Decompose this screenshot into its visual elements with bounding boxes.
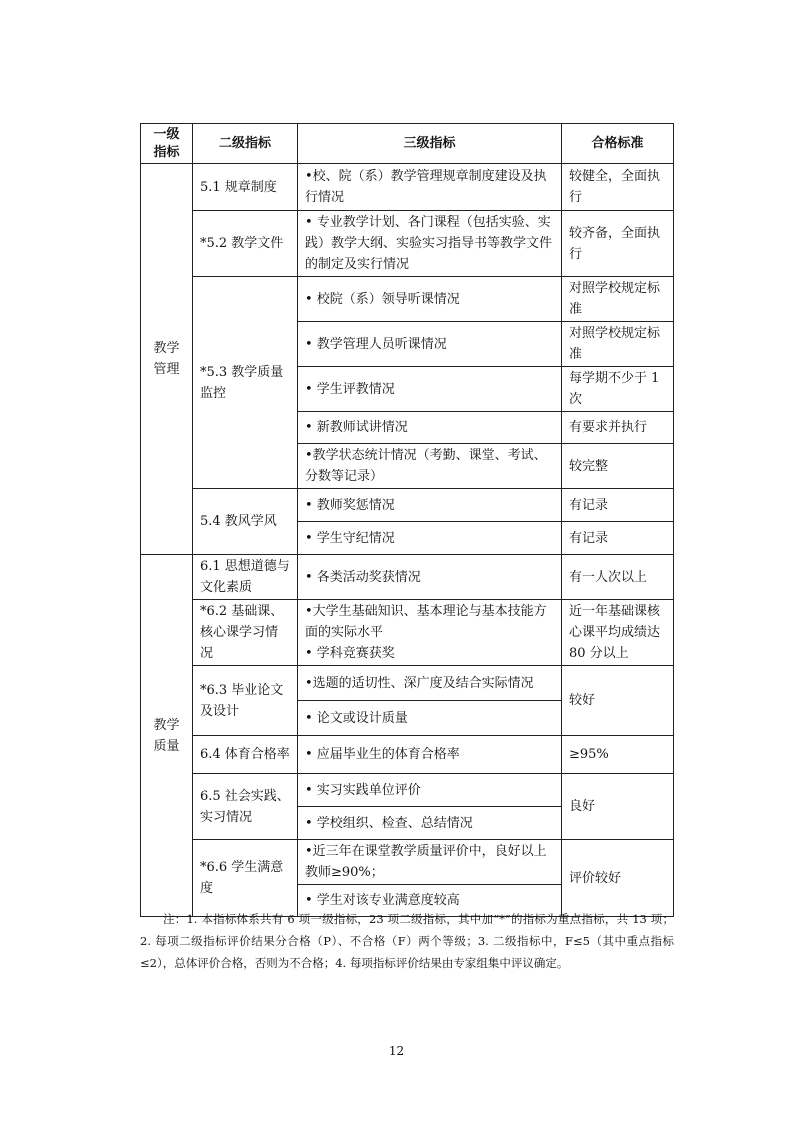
level1-teaching-management: 教学管理 bbox=[141, 164, 193, 555]
table-row bbox=[141, 600, 674, 666]
standard-cell: 有要求并执行 bbox=[562, 412, 674, 444]
standard-cell: 对照学校规定标准 bbox=[562, 322, 674, 367]
level2-cell: *6.2 基础课、核心课学习情况 bbox=[193, 600, 298, 666]
level2-cell: *6.3 毕业论文及设计 bbox=[193, 666, 298, 736]
level3-cell: • 教师奖惩情况 bbox=[298, 489, 562, 522]
level3-cell: •校、院（系）教学管理规章制度建设及执行情况 bbox=[298, 164, 562, 211]
header-row bbox=[141, 124, 674, 164]
level3-cell: • 应届毕业生的体育合格率 bbox=[298, 736, 562, 774]
level2-cell: 6.1 思想道德与文化素质 bbox=[193, 555, 298, 600]
level3-cell bbox=[298, 600, 562, 666]
level3-cell: • 学校组织、检查、总结情况 bbox=[298, 807, 562, 840]
level2-cell: 6.5 社会实践、实习情况 bbox=[193, 774, 298, 840]
level2-cell: 6.4 体育合格率 bbox=[193, 736, 298, 774]
level3-cell: • 各类活动奖获情况 bbox=[298, 555, 562, 600]
standard-cell: 较健全，全面执行 bbox=[562, 164, 674, 211]
level3-cell: • 新教师试讲情况 bbox=[298, 412, 562, 444]
level3-cell: • 论文或设计质量 bbox=[298, 701, 562, 736]
standard-cell: 良好 bbox=[562, 774, 674, 840]
table-row bbox=[141, 164, 674, 211]
level2-cell: 5.1 规章制度 bbox=[193, 164, 298, 211]
standard-cell: ≥95% bbox=[562, 736, 674, 774]
level3-cell: • 学生对该专业满意度较高 bbox=[298, 885, 562, 917]
level3-cell: • 专业教学计划、各门课程（包括实验、实践）教学大纲、实验实习指导书等教学文件的制定及实行情况 bbox=[298, 211, 562, 277]
standard-cell: 评价较好 bbox=[562, 840, 674, 917]
table-footnote: 注：1. 本指标体系共有 6 项一级指标，23 项二级指标，其中加“*”的指标为重点指标，共 13 项；2. 每项二级指标评价结果分合格（P）、不合格（F）两个等级；3. 二级指标中，F≤5（其中重点指标≤2），总体评价合格，否则为不合格；4. 每项指标评价结果由专家组集中评议确定。 bbox=[140, 912, 674, 970]
level1-teaching-quality: 教学质量 bbox=[141, 555, 193, 917]
table-row bbox=[141, 489, 674, 522]
standard-cell: 较完整 bbox=[562, 444, 674, 489]
level3-line: • 学科竞赛获奖 bbox=[305, 646, 395, 661]
level3-cell: • 教学管理人员听课情况 bbox=[298, 322, 562, 367]
indicator-table bbox=[140, 123, 674, 917]
level3-cell: • 校院（系）领导听课情况 bbox=[298, 277, 562, 322]
header-level1: 一级指标 bbox=[141, 124, 193, 164]
table-row bbox=[141, 736, 674, 774]
header-level2: 二级指标 bbox=[193, 124, 298, 164]
level3-cell: • 学生守纪情况 bbox=[298, 522, 562, 555]
table-row bbox=[141, 277, 674, 322]
standard-cell: 较齐备，全面执行 bbox=[562, 211, 674, 277]
level2-cell: *6.6 学生满意度 bbox=[193, 840, 298, 917]
standard-cell: 近一年基础课核心课平均成绩达 80 分以上 bbox=[562, 600, 674, 666]
level3-cell: • 学生评教情况 bbox=[298, 367, 562, 412]
standard-cell: 较好 bbox=[562, 666, 674, 736]
standard-cell: 有一人次以上 bbox=[562, 555, 674, 600]
level3-cell: •近三年在课堂教学质量评价中，良好以上教师≥90%； bbox=[298, 840, 562, 885]
level3-cell: • 实习实践单位评价 bbox=[298, 774, 562, 807]
page-number: 12 bbox=[388, 1044, 405, 1058]
table-row bbox=[141, 774, 674, 807]
level2-cell: *5.2 教学文件 bbox=[193, 211, 298, 277]
level3-line: •大学生基础知识、基本理论与基本技能方面的实际水平 bbox=[305, 604, 547, 640]
standard-cell: 对照学校规定标准 bbox=[562, 277, 674, 322]
table-row bbox=[141, 211, 674, 277]
level2-cell: *5.3 教学质量监控 bbox=[193, 277, 298, 489]
level2-cell: 5.4 教风学风 bbox=[193, 489, 298, 555]
header-level3: 三级指标 bbox=[298, 124, 562, 164]
table-row bbox=[141, 555, 674, 600]
table-row bbox=[141, 840, 674, 885]
level3-cell: •选题的适切性、深广度及结合实际情况 bbox=[298, 666, 562, 701]
header-standard: 合格标准 bbox=[562, 124, 674, 164]
standard-cell: 有记录 bbox=[562, 489, 674, 522]
level3-cell: •教学状态统计情况（考勤、课堂、考试、分数等记录） bbox=[298, 444, 562, 489]
standard-cell: 有记录 bbox=[562, 522, 674, 555]
standard-cell: 每学期不少于 1 次 bbox=[562, 367, 674, 412]
table-row bbox=[141, 666, 674, 701]
